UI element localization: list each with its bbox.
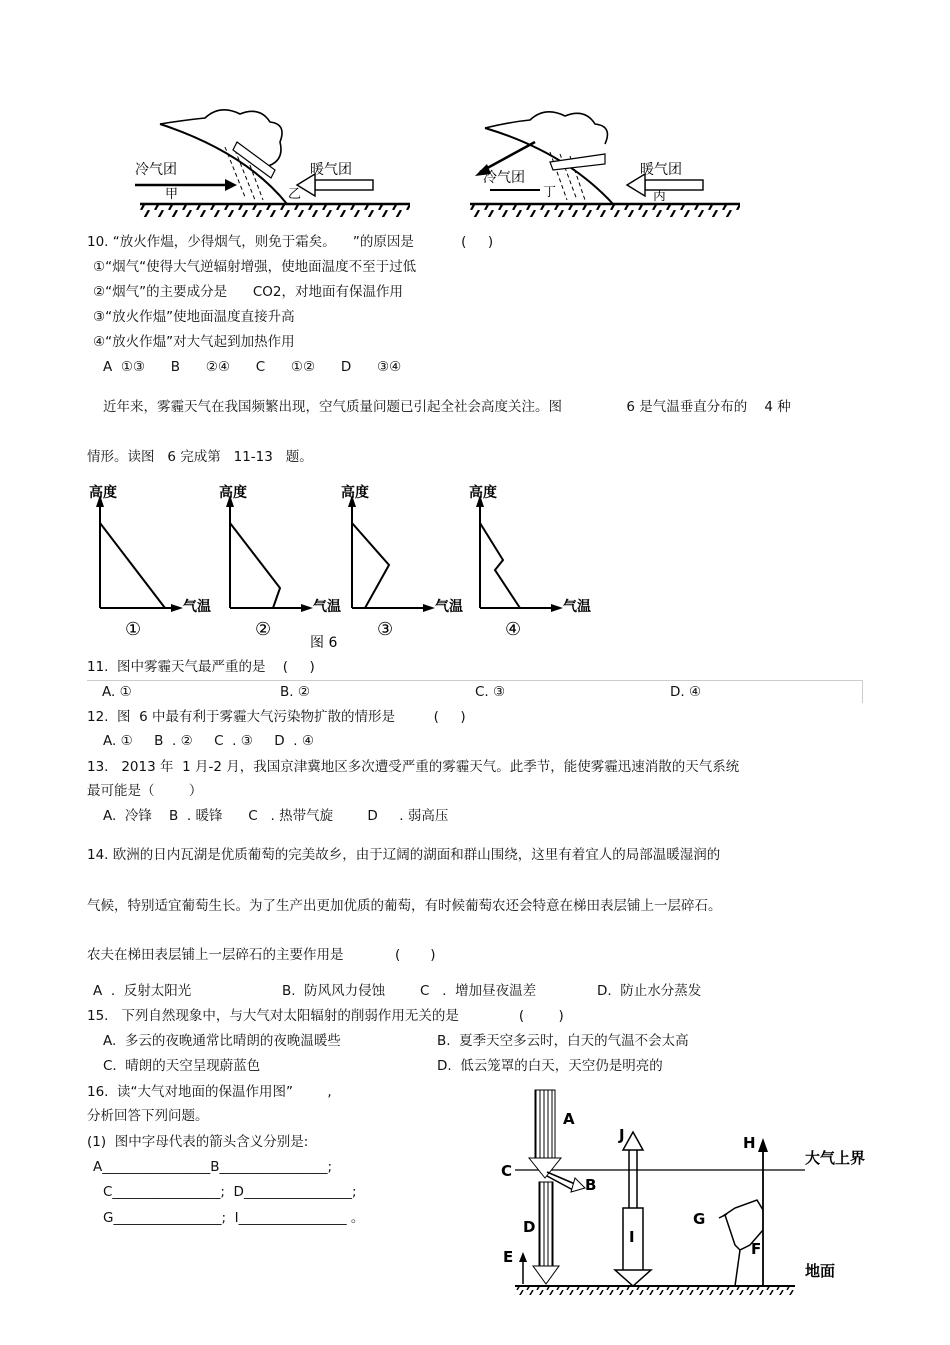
diagram-letter-e: E (503, 1248, 514, 1266)
q12-choices: A. ① B . ② C . ③ D . ④ (103, 733, 314, 749)
atmosphere-insulation-diagram (495, 1090, 885, 1300)
front-right-mark-a: 丁 (543, 185, 557, 200)
q16-line-2: 分析回答下列问题。 (87, 1108, 209, 1124)
fig6-panel-3-number: ③ (377, 619, 394, 640)
diagram-letter-c: C (501, 1162, 513, 1180)
q10-choices: A ①③ B ②④ C ①② D ③④ (103, 359, 402, 375)
front-right-cold-label: 冷气团 (483, 170, 525, 186)
q11-option-b: B. ② (280, 684, 310, 700)
fig6-panel-2-ylabel: 高度 (219, 485, 247, 501)
q16-blank-1: A________________B________________; (93, 1159, 333, 1175)
front-left-mark-b: 乙 (288, 187, 302, 202)
diagram-letter-g: G (693, 1210, 706, 1228)
q10-item-1: ①“烟气“使得大气逆辐射增强，使地面温度不至于过低 (93, 259, 417, 275)
diagram-letter-i: I (629, 1228, 635, 1246)
front-left-cold-label: 冷气团 (135, 162, 177, 178)
q15-option-d: D. 低云笼罩的白天，天空仍是明亮的 (437, 1058, 663, 1074)
diagram-letter-d: D (523, 1218, 536, 1236)
q11-option-c: C. ③ (475, 684, 506, 700)
q12-stem: 12. 图 6 中最有利于雾霾大气污染物扩散的情形是 ( ) (87, 709, 466, 725)
q13-line-2: 最可能是（ ） (87, 783, 203, 799)
q14-line-1: 14. 欧洲的日内瓦湖是优质葡萄的完美故乡，由于辽阔的湖面和群山围绕，这里有着宜人的局部温暖湿润的 (87, 847, 721, 863)
q15-option-a: A. 多云的夜晚通常比晴朗的夜晚温暖些 (103, 1033, 341, 1049)
fig6-panel-1-xlabel: 气温 (183, 599, 211, 615)
q15-option-c: C. 晴朗的天空呈现蔚蓝色 (103, 1058, 261, 1074)
q13-choices: A. 冷锋 B . 暖锋 C . 热带气旋 D . 弱高压 (103, 808, 449, 824)
q14-option-d: D. 防止水分蒸发 (597, 983, 702, 999)
fig6-panel-1-number: ① (125, 619, 142, 640)
diagram-letter-b: B (585, 1176, 597, 1194)
q15-stem: 15. 下列自然现象中，与大气对太阳辐射的削弱作用无关的是 ( ) (87, 1008, 564, 1024)
diagram-letter-a: A (563, 1110, 575, 1128)
intro-line-1: 近年来，雾霾天气在我国频繁出现，空气质量问题已引起全社会高度关注。图 6 是气温垂直分布的 4 种 (103, 399, 791, 415)
q16-blank-2: C________________; D________________; (103, 1184, 357, 1200)
front-right-mark-b: 丙 (653, 189, 667, 204)
q14-line-2: 气候，特别适宜葡萄生长。为了生产出更加优质的葡萄，有时候葡萄农还会特意在梯田表层铺上一层碎石。 (87, 898, 722, 914)
q10-item-2: ②“烟气”的主要成分是 CO2，对地面有保温作用 (93, 284, 403, 300)
front-left-mark-a: 甲 (165, 187, 179, 202)
diagram-letter-h: H (743, 1134, 756, 1152)
diagram-upper-boundary-label: 大气上界 (805, 1149, 866, 1167)
fig6-panel-4-ylabel: 高度 (469, 485, 497, 501)
q10-item-3: ③“放火作煴”使地面温度直接升高 (93, 309, 295, 325)
q16-stem: 16. 读“大气对地面的保温作用图” , (87, 1084, 332, 1100)
fig6-caption: 图 6 (310, 635, 338, 651)
front-left-warm-label: 暖气团 (310, 162, 352, 178)
q10-item-4: ④“放火作煴”对大气起到加热作用 (93, 334, 295, 350)
q11-options-row (87, 680, 863, 703)
fig6-panel-4-xlabel: 气温 (563, 599, 591, 615)
fig6-panel-3-xlabel: 气温 (435, 599, 463, 615)
fig6-panel-1 (89, 484, 211, 640)
q14-option-c: C . 增加昼夜温差 (420, 983, 537, 999)
q14-option-a: A . 反射太阳光 (93, 983, 192, 999)
diagram-letter-f: F (751, 1240, 762, 1258)
q11-option-a: A. ① (102, 684, 132, 700)
q14-option-b: B. 防风风力侵蚀 (282, 983, 386, 999)
front-diagram-left (125, 112, 425, 222)
front-right-warm-label: 暖气团 (640, 162, 682, 178)
q16-blank-3: G________________; I________________ 。 (103, 1210, 365, 1226)
q16-sub-1: (1) 图中字母代表的箭头含义分别是: (87, 1134, 309, 1150)
fig6-panel-2 (219, 484, 341, 640)
fig6-panel-3-ylabel: 高度 (341, 485, 369, 501)
fig6-panel-4 (469, 484, 591, 640)
q14-line-3: 农夫在梯田表层铺上一层碎石的主要作用是 ( ) (87, 947, 436, 963)
diagram-letter-j: J (619, 1126, 625, 1144)
fig6-panel-2-xlabel: 气温 (313, 599, 341, 615)
q11-stem: 11. 图中雾霾天气最严重的是 ( ) (87, 659, 315, 675)
q15-option-b: B. 夏季天空多云时，白天的气温不会太高 (437, 1033, 689, 1049)
diagram-ground-label: 地面 (805, 1262, 836, 1280)
fig6-panel-4-number: ④ (505, 619, 522, 640)
q10-stem: 10. “放火作煴，少得烟气，则免于霜矣。 ”的原因是 ( ) (87, 234, 494, 250)
fig6-panel-3 (341, 484, 463, 640)
figure-6 (85, 485, 605, 655)
fig6-panel-1-ylabel: 高度 (89, 485, 117, 501)
fig6-panel-2-number: ② (255, 619, 272, 640)
q13-stem: 13. 2013 年 1 月-2 月，我国京津冀地区多次遭受严重的雾霾天气。此季节，能使雾霾迅速消散的天气系统 (87, 759, 740, 775)
front-diagram-right (455, 112, 755, 222)
intro-line-2: 情形。读图 6 完成第 11-13 题。 (87, 449, 313, 465)
q11-option-d: D. ④ (670, 684, 702, 700)
